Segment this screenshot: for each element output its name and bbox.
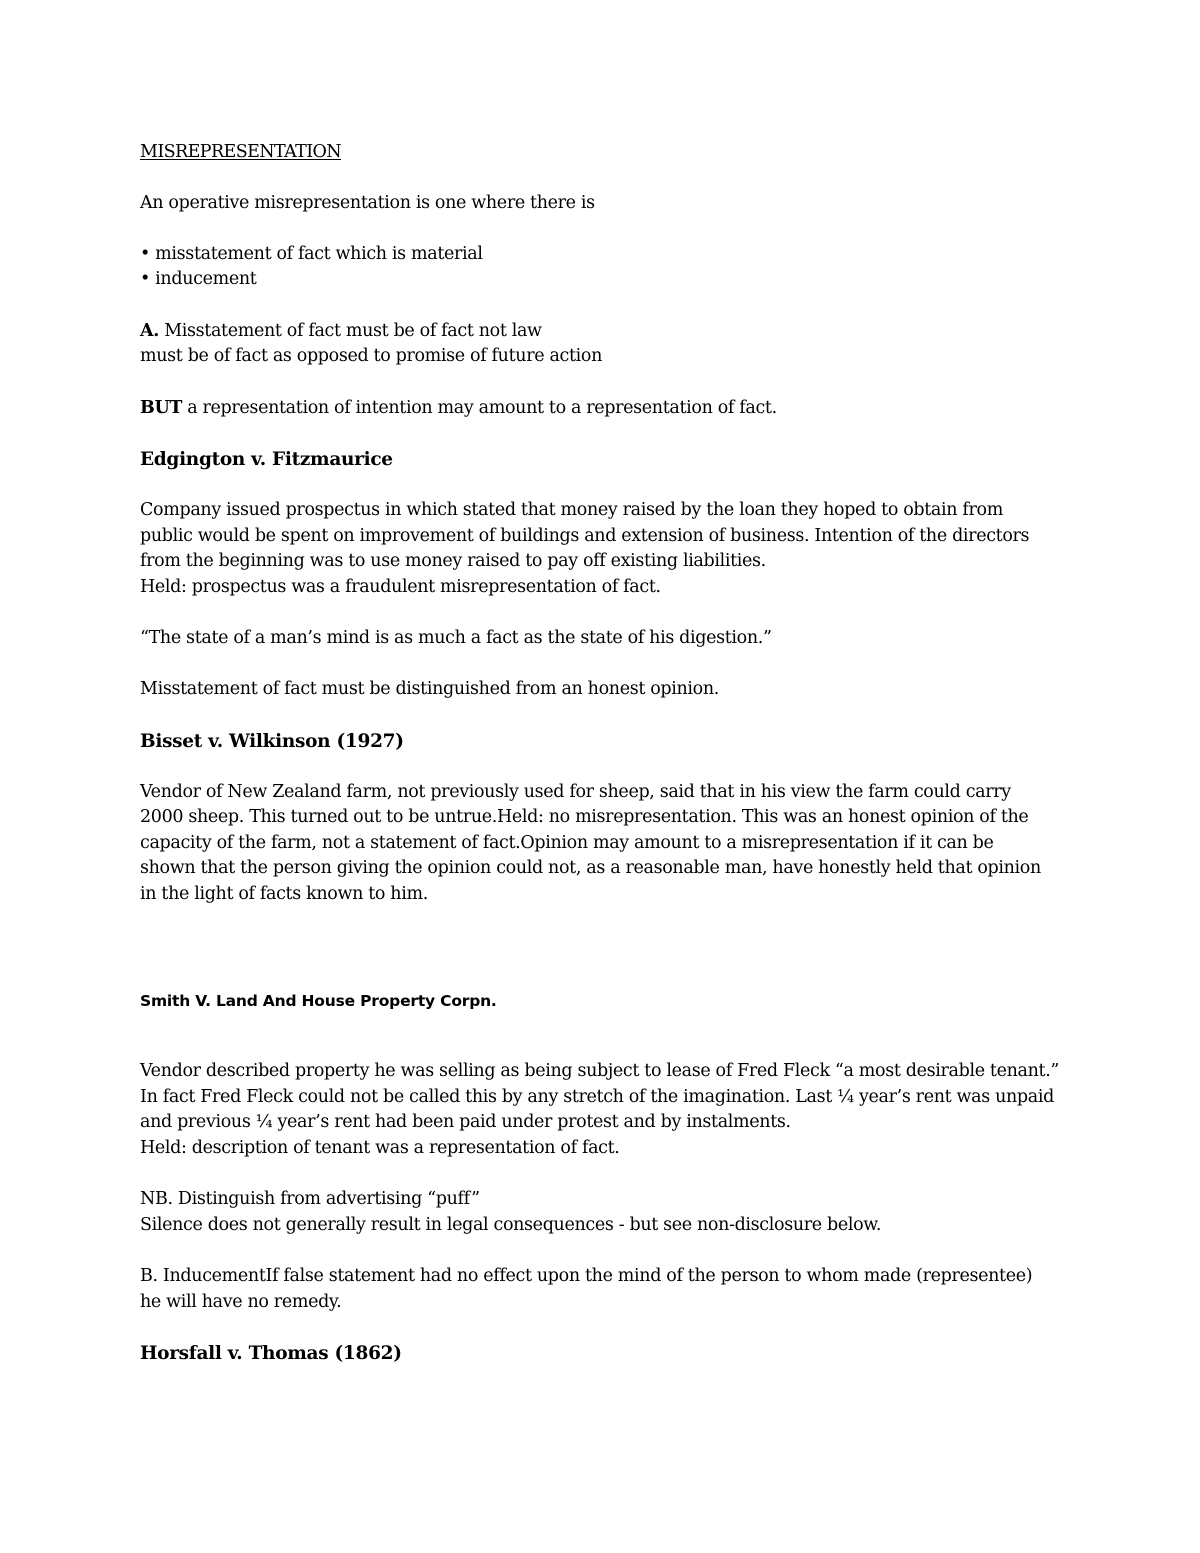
but-note: [140, 396, 777, 422]
nb-line: NB. Distinguish from advertising “puff”: [140, 1189, 480, 1209]
case2-line: shown that the person giving the opinion could not, as a reasonable man, have honestly held that opinion: [140, 858, 1041, 878]
case1-line: Company issued prospectus in which stated that money raised by the loan they hoped to obtain from: [140, 500, 1003, 520]
bullet-item-inducement: • inducement: [140, 269, 257, 289]
section-a-line-1: [140, 319, 542, 345]
case2-line: 2000 sheep. This turned out to be untrue.Held: no misrepresentation. This was an honest opinion of the: [140, 807, 1029, 827]
but-text: a representation of intention may amount to a representation of fact.: [182, 398, 777, 418]
inducement-line: B. InducementIf false statement had no effect upon the mind of the person to whom made (representee): [140, 1266, 1033, 1286]
document-title: MISREPRESENTATION: [140, 142, 342, 162]
intro-text: An operative misrepresentation is one where there is: [140, 193, 595, 213]
bullet-item-material: • misstatement of fact which is material: [140, 244, 483, 264]
case3-line: In fact Fred Fleck could not be called this by any stretch of the imagination. Last ¼ year’s rent was unpaid: [140, 1087, 1054, 1107]
but-label: BUT: [140, 398, 183, 418]
silence-line: Silence does not generally result in legal consequences - but see non-disclosure below.: [140, 1215, 882, 1235]
case3-held: Held: description of tenant was a representation of fact.: [140, 1138, 620, 1158]
section-a-line-2: must be of fact as opposed to promise of future action: [140, 346, 603, 366]
section-a-label: A.: [140, 321, 159, 341]
case-heading-bisset: Bisset v. Wilkinson (1927): [140, 731, 404, 752]
case2-line: in the light of facts known to him.: [140, 884, 428, 904]
case-heading-horsfall: Horsfall v. Thomas (1862): [140, 1343, 402, 1364]
section-a-text: Misstatement of fact must be of fact not law: [158, 321, 542, 341]
inducement-line: he will have no remedy.: [140, 1292, 342, 1312]
case1-line: public would be spent on improvement of buildings and extension of business. Intention of the directors: [140, 526, 1030, 546]
case3-line: Vendor described property he was selling as being subject to lease of Fred Fleck “a most desirable tenant.”: [140, 1061, 1060, 1081]
case2-line: Vendor of New Zealand farm, not previously used for sheep, said that in his view the farm could carry: [140, 782, 1011, 802]
case-heading-edgington: Edgington v. Fitzmaurice: [140, 449, 393, 470]
opinion-note: Misstatement of fact must be distinguished from an honest opinion.: [140, 679, 720, 699]
case2-line: capacity of the farm, not a statement of fact.Opinion may amount to a misrepresentation if it can be: [140, 833, 994, 853]
case1-held: Held: prospectus was a fraudulent misrepresentation of fact.: [140, 577, 661, 597]
case1-line: from the beginning was to use money raised to pay off existing liabilities.: [140, 551, 766, 571]
case-heading-smith: Smith V. Land And House Property Corpn.: [140, 992, 497, 1010]
case3-line: and previous ¼ year’s rent had been paid under protest and by instalments.: [140, 1112, 791, 1132]
digestion-quote: “The state of a man’s mind is as much a fact as the state of his digestion.”: [140, 628, 772, 648]
